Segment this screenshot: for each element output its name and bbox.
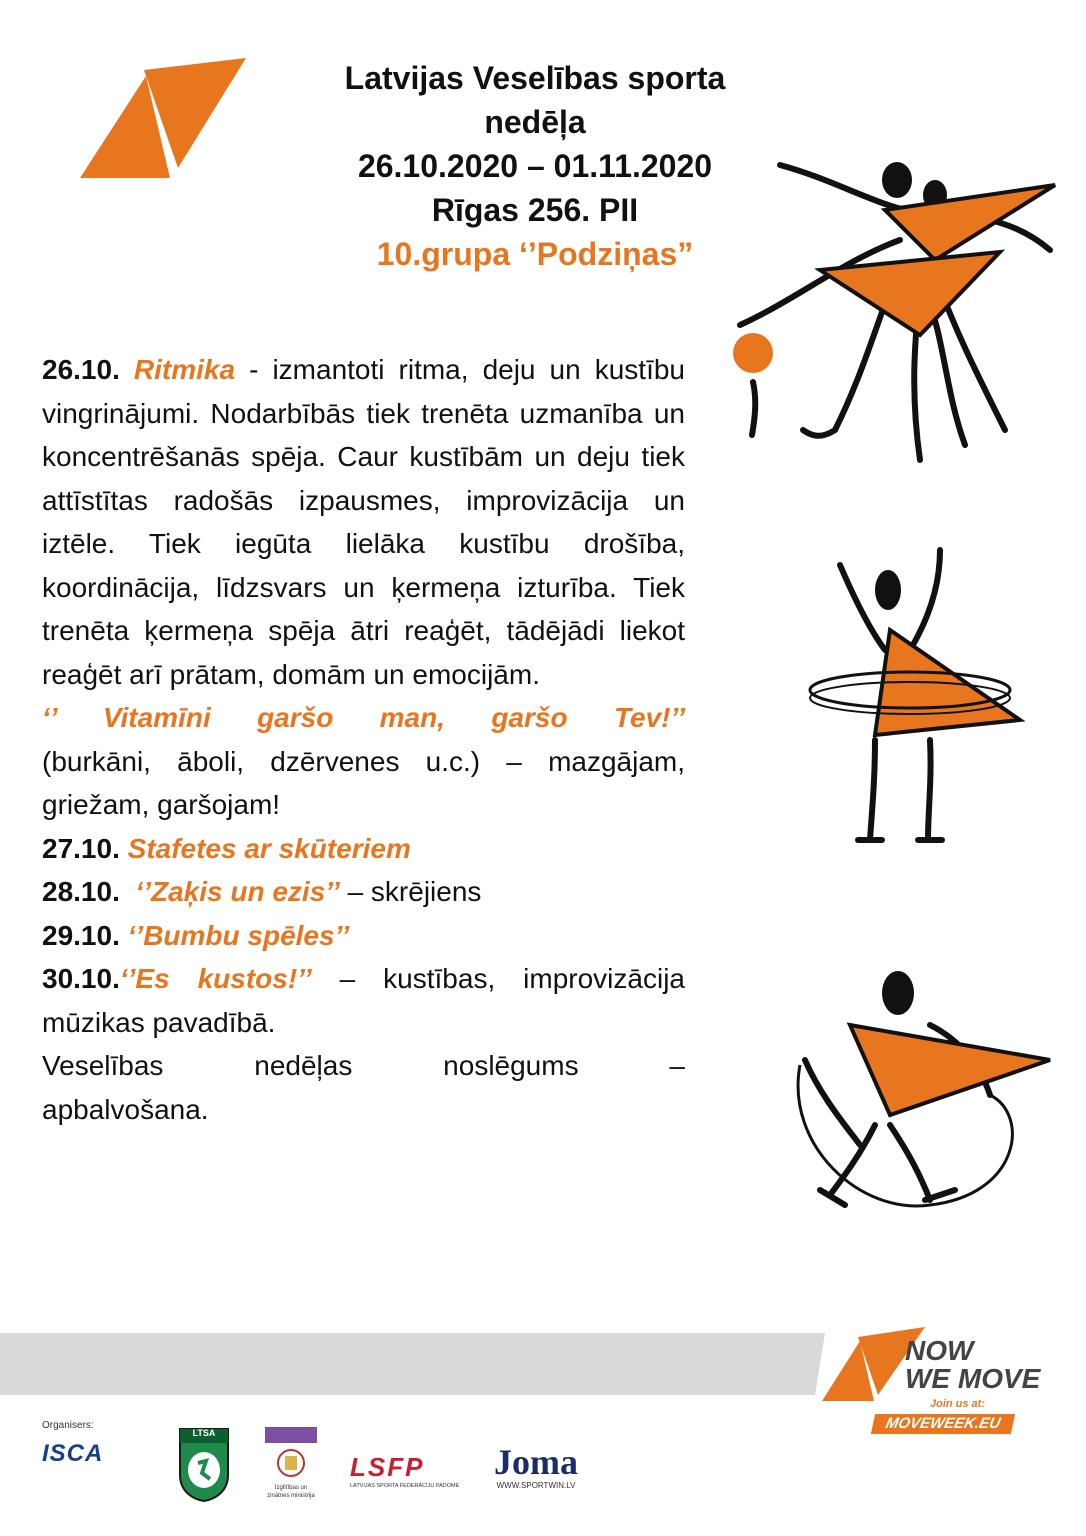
date-28: 28.10. bbox=[42, 876, 120, 907]
joma-logo bbox=[475, 1443, 597, 1490]
ritmika-paragraph bbox=[42, 348, 685, 696]
header-group: 10.grupa ‘’Podziņas” bbox=[376, 236, 694, 272]
moveweek-url[interactable]: MOVEWEEK.EU bbox=[871, 1414, 1015, 1434]
nwm-line2: WE MOVE bbox=[905, 1363, 1041, 1394]
vitamin-title-line bbox=[42, 696, 685, 740]
header-school: Rīgas 256. PII bbox=[431, 192, 639, 228]
day-27-title: Stafetes ar skūteriem bbox=[127, 832, 411, 864]
now-we-move-text bbox=[905, 1337, 1040, 1393]
closing-line-1 bbox=[42, 1044, 685, 1088]
ritmika-title: Ritmika bbox=[133, 354, 236, 385]
day-29-line bbox=[42, 914, 685, 958]
date-29: 29.10. bbox=[42, 919, 120, 951]
vitamin-paragraph bbox=[42, 740, 685, 827]
hula-hoop-figure-illustration bbox=[800, 540, 1040, 850]
lsfp-caption: LATVIJAS SPORTA FEDERĀCIJU PADOME bbox=[350, 1483, 460, 1489]
isca-logo bbox=[42, 1440, 142, 1470]
joma-caption: WWW.SPORTWIN.LV bbox=[496, 1481, 576, 1490]
day-27-line bbox=[42, 827, 685, 871]
closing-line-2 bbox=[42, 1088, 685, 1132]
jump-rope-figure-illustration bbox=[780, 965, 1055, 1215]
day-28-line bbox=[42, 870, 685, 914]
footer-band bbox=[0, 1333, 815, 1395]
day-30-text: – kustības, improvizācija mūzikas pavadībā. bbox=[42, 963, 685, 1038]
date-30: 30.10. bbox=[42, 963, 120, 994]
program-text bbox=[42, 348, 685, 1131]
ritmika-description: - izmantoti ritma, deju un kustību vingrinājumi. Nodarbībās tiek trenēta uzmanība un koncentrēšanās spēja. Caur kustībām un deju tiek attīstītas radošās izpausmes, improvizācija un iztēle. Tiek iegūta lielāka kustību drošība, koordinācija, līdzsvars un ķermeņa izturība. Tiek trenēta ķermeņa spēja ātri reaģēt, tādējādi liekot reaģēt arī prātam, domām un emocijām. bbox=[42, 354, 686, 690]
organisers-label: Organisers: bbox=[42, 1420, 94, 1431]
date-27: 27.10. bbox=[42, 832, 120, 864]
header-dates: 26.10.2020 – 01.11.2020 bbox=[357, 148, 713, 184]
lsfp-logo bbox=[350, 1452, 460, 1489]
isca-logo-text: ISCA bbox=[42, 1440, 104, 1467]
lsfp-logo-text: LSFP bbox=[350, 1452, 425, 1482]
closing-text-1: Veselības nedēļas noslēgums – bbox=[42, 1050, 685, 1081]
day-30-title: ‘’Es kustos!’’ bbox=[119, 963, 312, 994]
day-28-title: ‘’Zaķis un ezis’’ bbox=[135, 876, 340, 907]
vitamin-description: (burkāni, āboli, dzērvenes u.c.) – mazgājam, griežam, garšojam! bbox=[42, 745, 685, 820]
moveweek-logo-mark bbox=[76, 56, 251, 181]
joma-logo-text: Joma bbox=[494, 1442, 578, 1482]
date-26: 26.10. bbox=[42, 354, 120, 385]
page-header bbox=[300, 56, 770, 276]
basketball-figures-illustration bbox=[725, 150, 1065, 470]
join-us-label: Join us at: bbox=[930, 1398, 986, 1410]
izm-purple-bar bbox=[265, 1427, 317, 1443]
izm-logo bbox=[265, 1427, 317, 1500]
day-28-text: – skrējiens bbox=[339, 876, 482, 907]
coat-of-arms-icon bbox=[265, 1443, 317, 1479]
nwm-line1: NOW bbox=[905, 1335, 974, 1366]
header-title-line1: Latvijas Veselības sporta bbox=[344, 60, 726, 96]
day-30-line bbox=[42, 957, 685, 1044]
closing-text-2: apbalvošana. bbox=[42, 1093, 209, 1125]
header-title-line2: nedēļa bbox=[484, 104, 586, 140]
vitamin-title: ‘’ Vitamīni garšo man, garšo Tev!’’ bbox=[42, 702, 685, 733]
day-29-title: ‘’Bumbu spēles’’ bbox=[127, 919, 350, 951]
ltsa-logo-text: LTSA bbox=[192, 1428, 216, 1438]
izm-caption: Izglītības un zinātnes ministrija bbox=[267, 1485, 315, 1499]
